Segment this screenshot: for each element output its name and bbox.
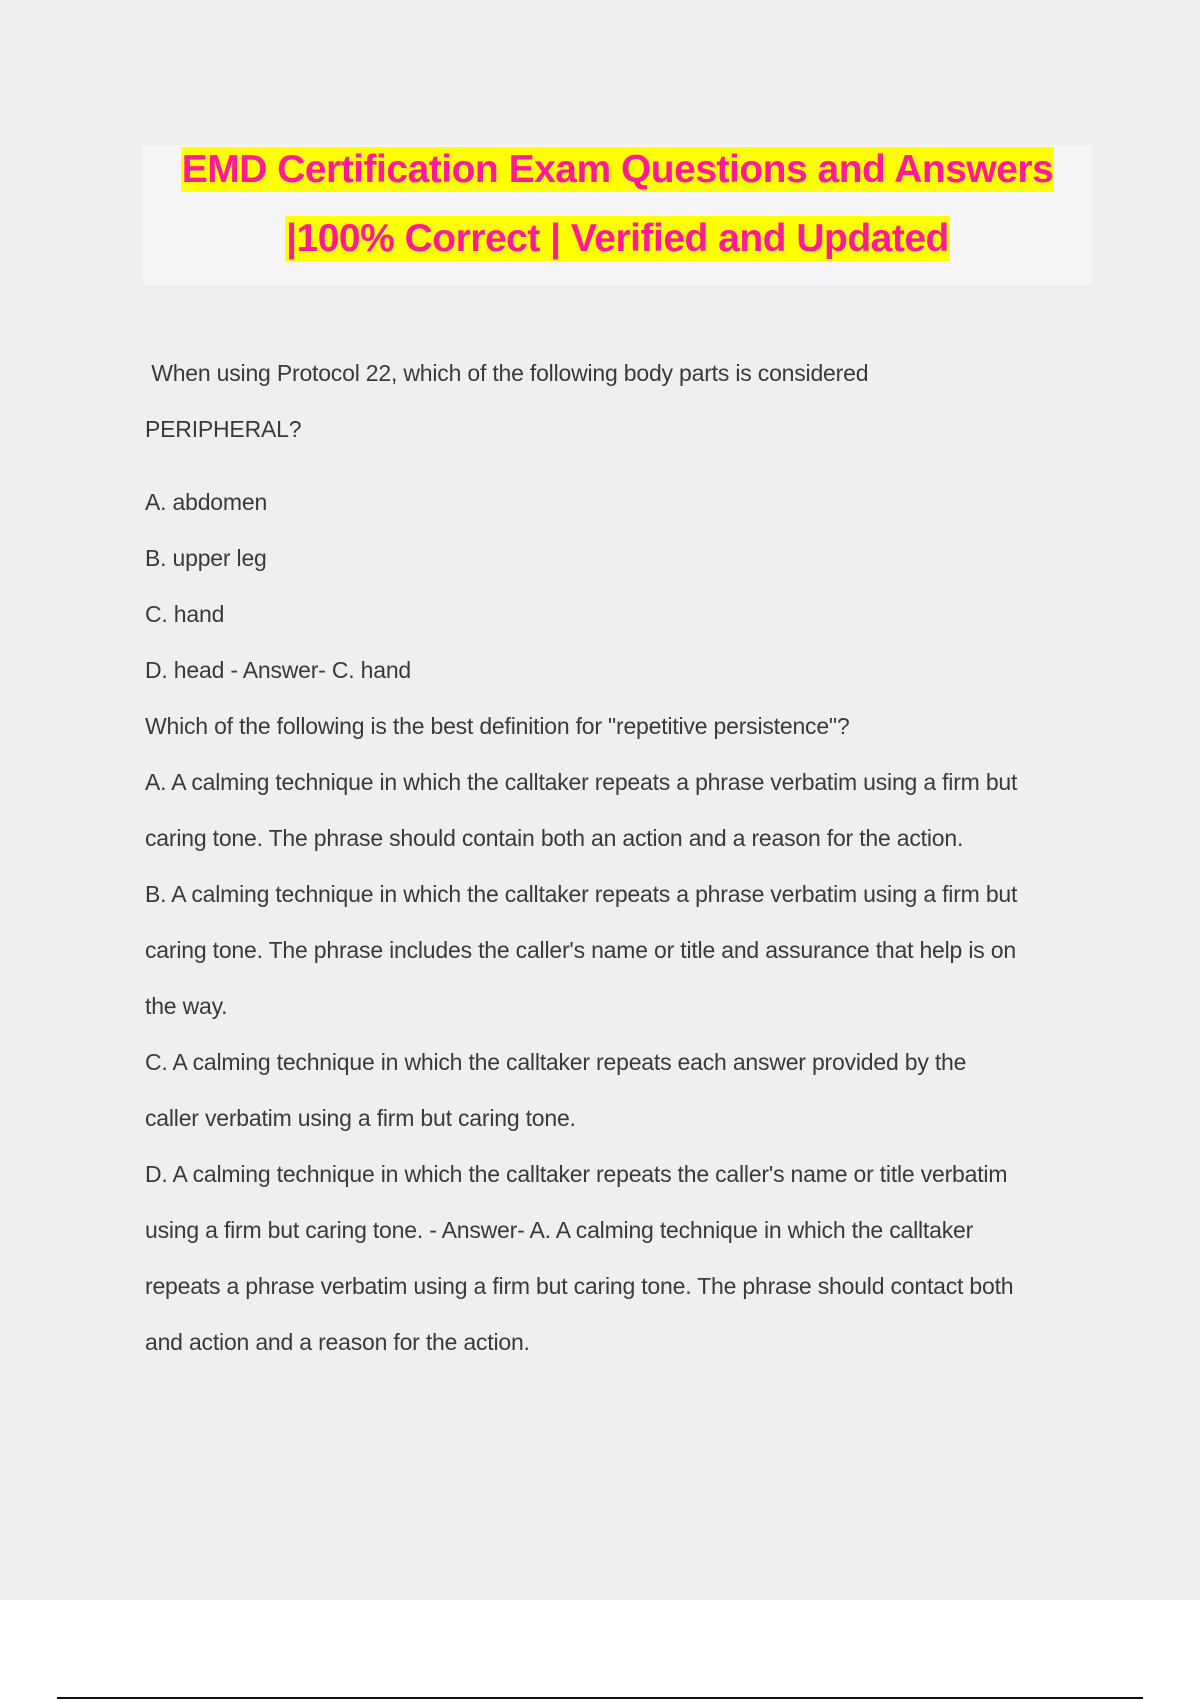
document-body <box>145 345 1095 1370</box>
question-2-option-b-continued-2: the way. <box>145 993 228 1019</box>
question-2-answer: using a firm but caring tone. - Answer- A. A calming technique in which the calltaker <box>145 1217 974 1243</box>
question-2-option-b-continued: caring tone. The phrase includes the caller's name or title and assurance that help is on <box>145 937 1016 963</box>
footer-divider <box>57 1697 1143 1699</box>
question-1-text: When using Protocol 22, which of the following body parts is considered <box>145 360 869 386</box>
document-title-line-2: |100% Correct | Verified and Updated <box>286 217 949 260</box>
question-2-option-c: C. A calming technique in which the calltaker repeats each answer provided by the <box>145 1049 967 1075</box>
title-box <box>143 145 1092 285</box>
question-1-option-c: C. hand <box>145 601 225 627</box>
question-2-option-c-continued: caller verbatim using a firm but caring tone. <box>145 1105 576 1131</box>
question-2-text: Which of the following is the best definition for "repetitive persistence"? <box>145 713 850 739</box>
question-2-option-a: A. A calming technique in which the calltaker repeats a phrase verbatim using a firm but <box>145 769 1018 795</box>
question-1-option-a: A. abdomen <box>145 489 268 515</box>
question-2-option-b: B. A calming technique in which the calltaker repeats a phrase verbatim using a firm but <box>145 881 1018 907</box>
document-title-line-1: EMD Certification Exam Questions and Answers <box>181 148 1054 191</box>
question-2-option-d: D. A calming technique in which the calltaker repeats the caller's name or title verbatim <box>145 1161 1008 1187</box>
question-1-text-continued: PERIPHERAL? <box>145 416 302 442</box>
question-2-option-a-continued: caring tone. The phrase should contain both an action and a reason for the action. <box>145 825 964 851</box>
question-1-option-d-answer: D. head - Answer- C. hand <box>145 657 412 683</box>
question-2-answer-continued: repeats a phrase verbatim using a firm but caring tone. The phrase should contact both <box>145 1273 1014 1299</box>
question-2-answer-continued-2: and action and a reason for the action. <box>145 1329 530 1355</box>
question-1-option-b: B. upper leg <box>145 545 267 571</box>
